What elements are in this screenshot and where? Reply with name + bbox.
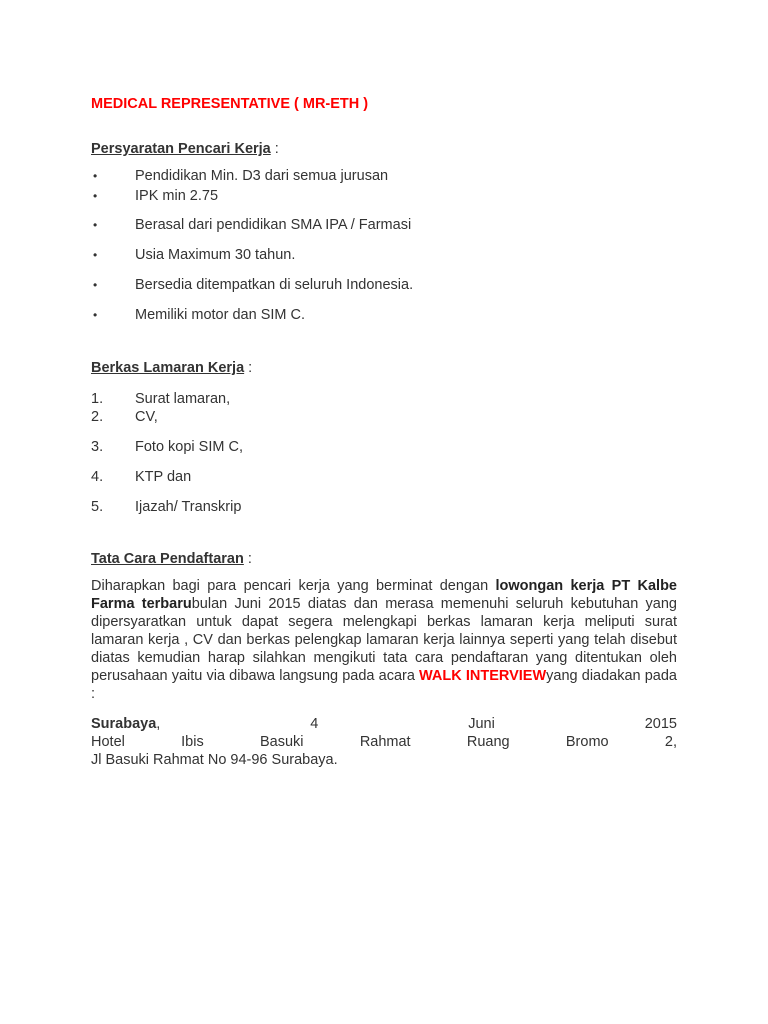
registration-heading-text: Tata Cara Pendaftaran [91,551,244,567]
document-text: Surat lamaran, [135,391,231,407]
requirement-text: Pendidikan Min. D3 dari semua jurusan [135,168,389,184]
paragraph-end: yang diadakan pada : [91,668,677,702]
registration-paragraph [91,577,677,703]
venue-word: Hotel [91,734,125,750]
document-number: 3. [91,439,104,455]
venue-word: Bromo [565,734,609,750]
requirement-item [91,246,691,264]
venue-word: Basuki [260,734,304,750]
event-address: Jl Basuki Rahmat No 94-96 Surabaya. [91,752,338,768]
document-item [91,408,691,426]
documents-heading-colon: : [244,360,253,376]
requirements-heading [91,141,279,157]
bullet-icon: • [93,308,98,322]
document-item [91,498,691,516]
registration-heading-colon: : [243,551,252,567]
requirement-text: Memiliki motor dan SIM C. [135,307,306,323]
paragraph-bold-link: lowongan kerja PT Kalbe Farma terbaru [91,578,677,612]
document-number: 1. [91,391,104,407]
bullet-icon: • [93,278,98,292]
requirement-item [91,276,691,294]
document-text: CV, [135,409,158,425]
document-number: 2. [91,409,104,425]
requirement-item [91,216,691,234]
document-item [91,390,691,408]
requirement-text: IPK min 2.75 [135,188,219,204]
event-date-row [91,715,677,733]
bullet-icon: • [93,248,98,262]
paragraph-middle: bulan Juni 2015 diatas dan merasa memenuhi seluruh kebutuhan yang dipersyaratkan untuk dapat segera melengkapi berkas lamaran kerja meliputi surat lamaran kerja , CV dan berkas pelengkap lamaran kerja lainnya seperti yang telah disebut diatas kemudian harap silahkan mengikuti tata cara pendaftaran yang ditentukan oleh perusahaan yaitu via dibawa langsung pada acara [91,596,677,684]
requirement-text: Bersedia ditempatkan di seluruh Indonesia. [135,277,414,293]
venue-word: Ruang [466,734,510,750]
document-text: Ijazah/ Transkrip [135,499,242,515]
event-city-comma: , [156,716,161,732]
event-city-group [91,715,160,733]
event-year: 2015 [644,716,677,732]
requirement-item [91,306,691,324]
venue-word: Ibis [181,734,204,750]
bullet-icon: • [93,169,98,183]
event-month: Juni [468,716,495,732]
bullet-icon: • [93,218,98,232]
documents-heading-text: Berkas Lamaran Kerja [91,360,245,376]
walk-interview-label: WALK INTERVIEW [419,668,547,684]
document-number: 5. [91,499,104,515]
event-city: Surabaya [91,716,157,732]
requirements-heading-text: Persyaratan Pencari Kerja [91,141,271,157]
bullet-icon: • [93,189,98,203]
venue-word: Rahmat [359,734,411,750]
documents-heading [91,360,252,376]
requirements-heading-colon: : [270,141,279,157]
requirement-text: Usia Maximum 30 tahun. [135,247,296,263]
document-text: KTP dan [135,469,192,485]
venue-word: 2, [664,734,677,750]
event-day: 4 [310,716,319,732]
document-item [91,438,691,456]
event-venue-row [91,733,677,751]
job-title: MEDICAL REPRESENTATIVE ( MR-ETH ) [91,96,369,112]
document-item [91,468,691,486]
registration-heading [91,551,252,567]
document-text: Foto kopi SIM C, [135,439,243,455]
requirement-text: Berasal dari pendidikan SMA IPA / Farmasi [135,217,412,233]
requirement-item [91,167,691,185]
requirement-item [91,187,691,205]
document-number: 4. [91,469,104,485]
paragraph-start: Diharapkan bagi para pencari kerja yang berminat dengan [91,578,496,594]
